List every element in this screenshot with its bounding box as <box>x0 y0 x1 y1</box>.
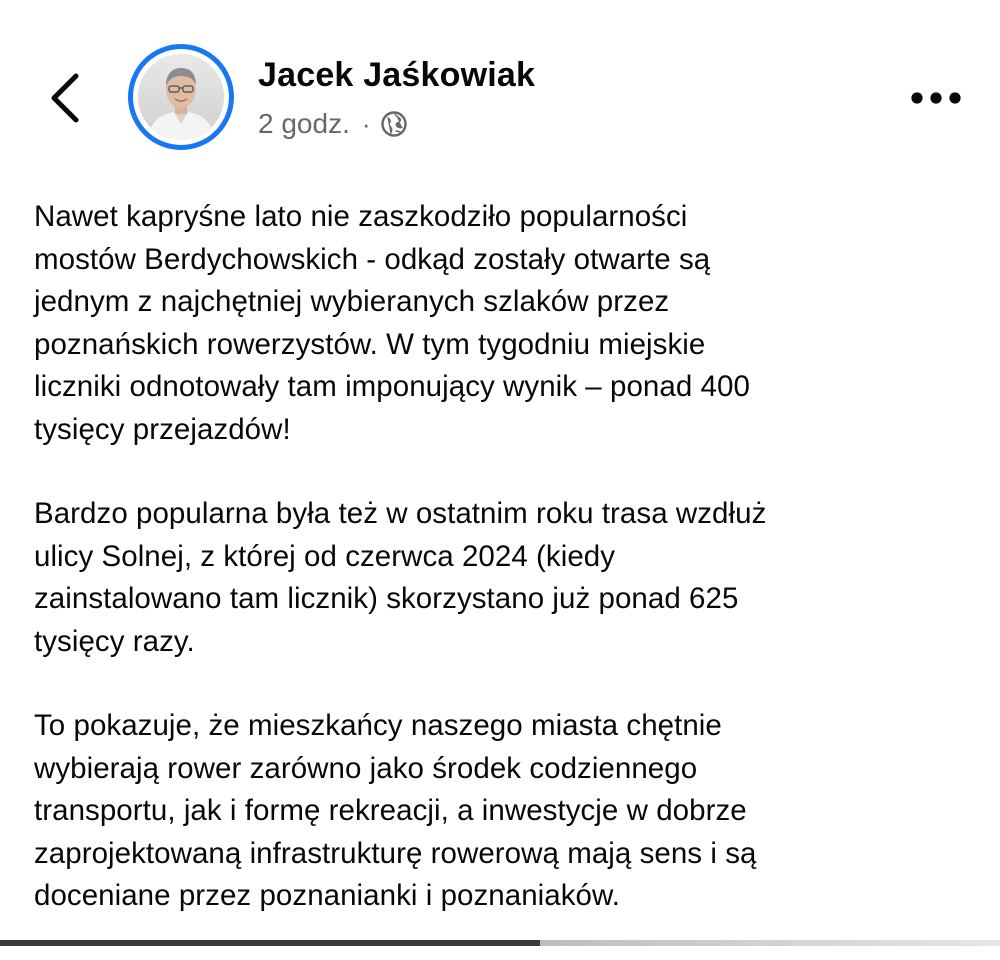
post-text <box>34 196 984 960</box>
more-horizontal-icon <box>910 91 962 105</box>
post-paragraph-1: Nawet kapryśne lato nie zaszkodziło popularności mostów Berdychowskich - odkąd zostały otwarte są jednym z najchętniej wybieranych szlaków przez poznańskich rowerzystów. W tym tygodniu miejskie liczniki odnotowały tam imponujący wynik – ponad 400 tysięcy przejazdów! <box>34 200 750 446</box>
avatar <box>138 54 224 140</box>
post-paragraph-2: Bardzo popularna była też w ostatnim roku trasa wzdłuż ulicy Solnej, z której od czerwca 2024 (kiedy zainstalowano tam licznik) skorzystano już ponad 625 tysięcy razy. <box>34 497 767 658</box>
chevron-left-icon <box>48 72 82 124</box>
back-button[interactable] <box>40 70 90 126</box>
post-header <box>0 0 1000 180</box>
bottom-divider <box>0 940 1000 946</box>
post-paragraph-3: To pokazuje, że mieszkańcy naszego miasta chętnie wybierają rower zarówno jako środek codziennego transportu, jak i formę rekreacji, a inwestycje w dobrze zaprojektowaną infrastrukturę rowerową mają sens i są doceniane przez poznanianki i poznaniaków. <box>34 709 757 912</box>
post-meta <box>258 106 407 142</box>
author-name-link[interactable]: Jacek Jaśkowiak <box>258 56 536 94</box>
globe-icon <box>381 111 407 137</box>
profile-avatar-button[interactable] <box>128 44 234 150</box>
more-options-button[interactable] <box>904 78 968 118</box>
meta-separator: · <box>361 108 371 139</box>
post-timestamp[interactable]: 2 godz. <box>258 108 350 139</box>
